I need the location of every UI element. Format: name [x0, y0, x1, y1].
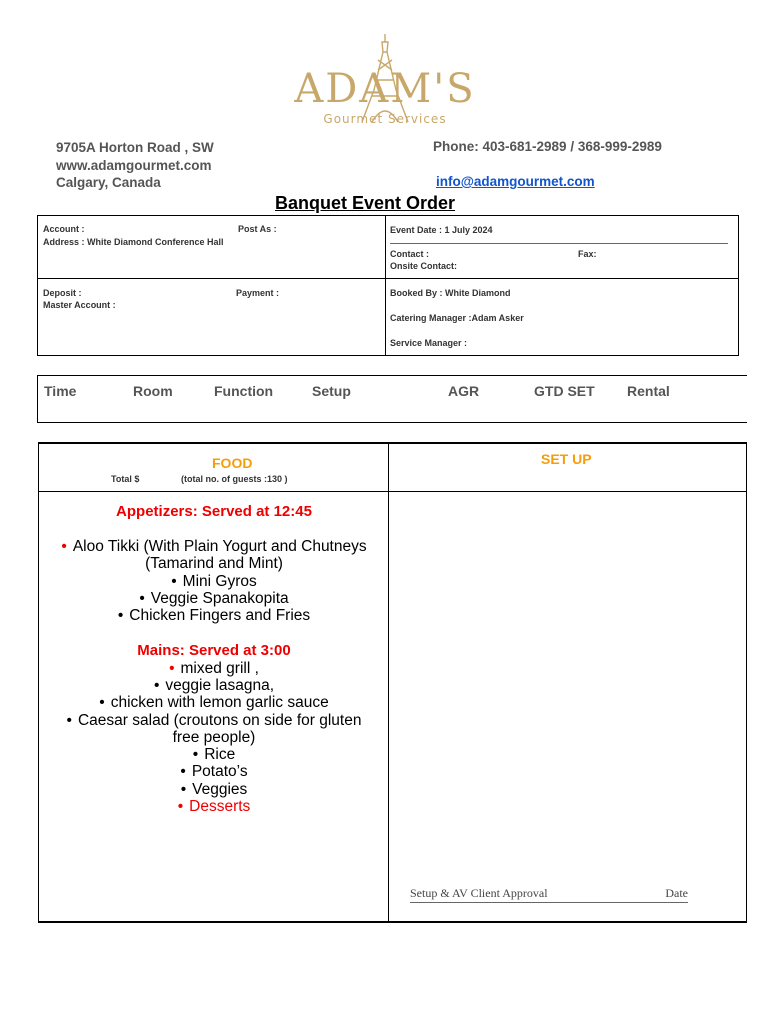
col-function: Function: [214, 383, 274, 399]
event-date-rule: [390, 243, 728, 244]
bullet-icon: •: [192, 746, 199, 763]
company-logo: [290, 30, 480, 130]
fax-field: Fax:: [578, 249, 597, 259]
menu-item: (Tamarind and Mint): [145, 555, 283, 572]
email-link[interactable]: info@adamgourmet.com: [436, 174, 595, 189]
bullet-icon: •: [180, 781, 187, 798]
phone-numbers: Phone: 403-681-2989 / 368-999-2989: [433, 139, 662, 154]
post-as-field: Post As :: [238, 224, 277, 234]
bullet-icon: •: [177, 798, 184, 815]
food-heading: FOOD: [212, 455, 253, 471]
menu-item: • chicken with lemon garlic sauce: [99, 694, 329, 711]
menu-item: • Mini Gyros: [171, 573, 257, 590]
total-label: Total $: [111, 474, 140, 484]
guest-count: (total no. of guests :130 ): [181, 474, 288, 484]
account-field: Account :: [43, 224, 85, 234]
menu-item: • Chicken Fingers and Fries: [117, 607, 311, 624]
onsite-contact-field: Onsite Contact:: [390, 261, 458, 271]
food-setup-divider: [388, 442, 389, 923]
menu-item: free people): [172, 729, 256, 746]
address-line: 9705A Horton Road , SW: [56, 140, 214, 155]
bullet-icon: •: [99, 694, 105, 711]
catering-manager-field: Catering Manager :Adam Asker: [390, 313, 524, 323]
setup-heading: SET UP: [541, 451, 592, 467]
approval-date-label: Date: [665, 886, 688, 900]
menu-item: • Veggie Spanakopita: [139, 590, 289, 607]
food-header-rule: [38, 491, 747, 492]
account-info-box: [37, 215, 739, 279]
col-setup: Setup: [312, 383, 351, 399]
bullet-icon: •: [139, 590, 145, 607]
col-agr: AGR: [448, 383, 480, 399]
menu-item: • Potato’s: [180, 763, 248, 780]
city-line: Calgary, Canada: [56, 175, 161, 190]
menu-item: • mixed grill ,: [169, 660, 259, 677]
logo-wordmark: ADAM'S: [294, 66, 476, 112]
payment-field: Payment :: [236, 288, 280, 298]
bullet-icon: •: [117, 607, 124, 624]
bullet-icon: •: [153, 677, 160, 694]
menu-item: • Rice: [192, 746, 236, 763]
col-rental: Rental: [627, 383, 670, 399]
bullet-icon: •: [180, 763, 186, 780]
col-time: Time: [44, 383, 77, 399]
mains-heading: Mains: Served at 3:00: [137, 642, 291, 659]
appetizers-heading: Appetizers: Served at 12:45: [116, 503, 312, 520]
menu-item: • Aloo Tikki (With Plain Yogurt and Chutneys: [61, 538, 367, 555]
menu-item: • veggie lasagna,: [153, 677, 275, 694]
bullet-icon: •: [66, 712, 72, 729]
deposit-field: Deposit :: [43, 288, 82, 298]
booked-by-field: Booked By : White Diamond: [390, 288, 511, 298]
client-approval-line: [410, 886, 688, 903]
menu-item: • Desserts: [177, 798, 251, 815]
approval-label: Setup & AV Client Approval: [410, 886, 548, 900]
service-manager-field: Service Manager :: [390, 338, 468, 348]
bullet-icon: •: [169, 660, 175, 677]
website-link[interactable]: www.adamgourmet.com: [56, 157, 212, 173]
menu-item: • Caesar salad (croutons on side for gluten: [66, 712, 362, 729]
logo-tagline: Gourmet Services: [323, 112, 447, 126]
bullet-icon: •: [61, 538, 67, 555]
contact-field: Contact :: [390, 249, 429, 259]
menu-item: • Veggies: [180, 781, 248, 798]
col-gtd-set: GTD SET: [534, 383, 595, 399]
billing-divider: [385, 278, 386, 356]
company-address: [56, 139, 214, 192]
info-divider: [385, 215, 386, 279]
event-date-field: Event Date : 1 July 2024: [390, 225, 493, 235]
billing-info-box: [37, 278, 739, 356]
page-title: Banquet Event Order: [275, 193, 456, 213]
bullet-icon: •: [171, 573, 177, 590]
address-field: Address : White Diamond Conference Hall: [43, 237, 224, 247]
col-room: Room: [133, 383, 173, 399]
master-account-field: Master Account :: [43, 300, 116, 310]
